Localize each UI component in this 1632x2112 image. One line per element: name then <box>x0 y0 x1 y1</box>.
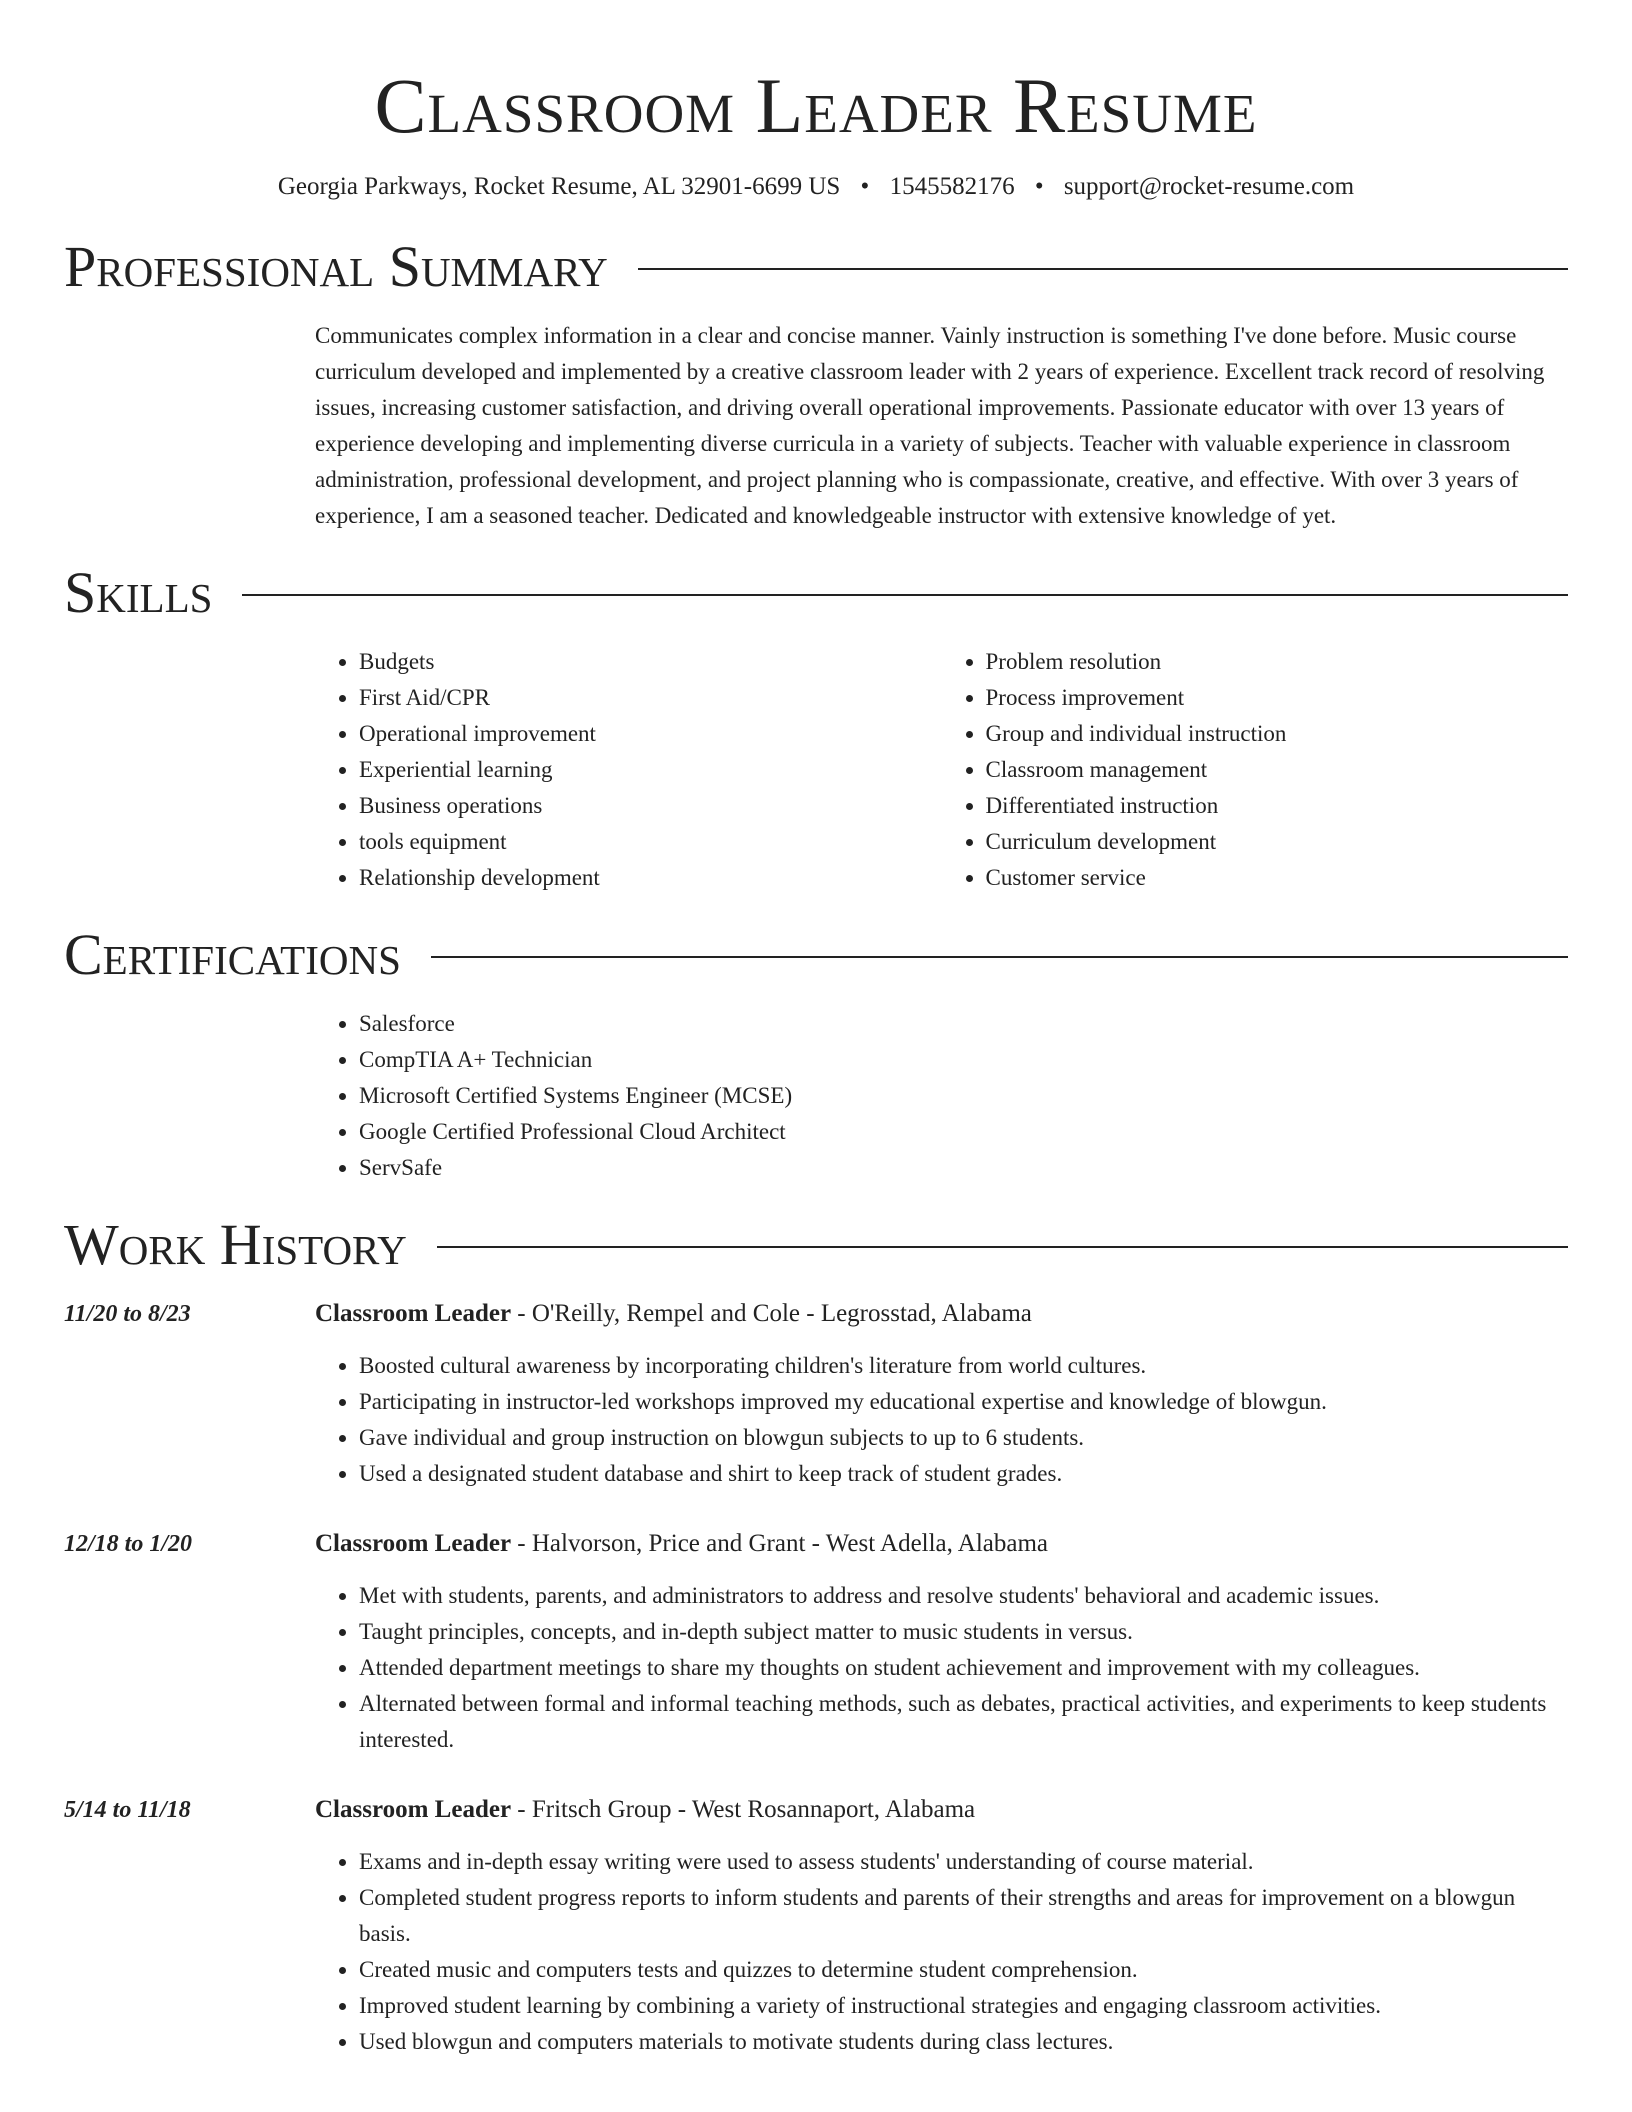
job-entry <box>64 1526 1568 1758</box>
job-entry <box>64 1296 1568 1492</box>
skill-item: • Customer service <box>986 860 1569 896</box>
job-bullet: • Met with students, parents, and administrators to address and resolve students' behavioral and academic issues. <box>359 1578 1568 1614</box>
job-bullet: • Used a designated student database and shirt to keep track of student grades. <box>359 1456 1568 1492</box>
contact-phone: 1545582176 <box>889 173 1015 200</box>
resume-title: Classroom Leader Resume <box>374 62 1258 149</box>
job-bullet: • Gave individual and group instruction on blowgun subjects to up to 6 students. <box>359 1420 1568 1456</box>
job-bullet: • Exams and in-depth essay writing were used to assess students' understanding of course material. <box>359 1844 1568 1880</box>
contact-address: Georgia Parkways, Rocket Resume, AL 32901-6699 US <box>277 173 841 200</box>
skills-column-right <box>942 644 1569 896</box>
skill-item: • Classroom management <box>986 752 1569 788</box>
skill-item: • Curriculum development <box>986 824 1569 860</box>
job-bullet: • Improved student learning by combining a variety of instructional strategies and engaging classroom activities. <box>359 1988 1568 2024</box>
certifications-list <box>315 1006 1568 1186</box>
job-title: Classroom Leader <box>315 1300 512 1327</box>
summary-text: Communicates complex information in a clear and concise manner. Vainly instruction is something I've done before. Music course curriculum developed and implemented by a creative classroom leader with 2 years of experience. Excellent track record of resolving issues, increasing customer satisfaction, and driving overall operational improvements. Passionate educator with over 13 years of experience developing and implementing diverse curricula in a variety of subjects. Teacher with valuable experience in classroom administration, professional development, and project planning who is compassionate, creative, and effective. With over 3 years of experience, I am a seasoned teacher. Dedicated and knowledgeable instructor with extensive knowledge of yet. <box>315 323 1545 528</box>
skill-item: • tools equipment <box>359 824 942 860</box>
job-bullet: • Participating in instructor-led workshops improved my educational expertise and knowledge of blowgun. <box>359 1384 1568 1420</box>
job-employer: - Halvorson, Price and Grant - West Adella, Alabama <box>511 1530 1049 1557</box>
job-bullet: • Attended department meetings to share my thoughts on student achievement and improvement with my colleagues. <box>359 1650 1568 1686</box>
resume-page <box>64 0 1568 2060</box>
skills-section-header <box>64 558 1568 628</box>
section-divider <box>638 268 1568 270</box>
section-divider <box>431 956 1568 958</box>
skill-item: • Group and individual instruction <box>986 716 1569 752</box>
job-entry <box>64 1792 1568 2060</box>
summary-section-header <box>64 232 1568 302</box>
job-title: Classroom Leader <box>315 1530 512 1557</box>
contact-separator: • <box>1034 173 1044 200</box>
skill-item: • Operational improvement <box>359 716 942 752</box>
work-history-heading: Work History <box>64 1212 407 1277</box>
job-bullet: • Created music and computers tests and quizzes to determine student comprehension. <box>359 1952 1568 1988</box>
job-bullet: • Taught principles, concepts, and in-depth subject matter to music students in versus. <box>359 1614 1568 1650</box>
skill-item: • First Aid/CPR <box>359 680 942 716</box>
job-bullets <box>315 1844 1568 2060</box>
skills-column-left <box>315 644 942 896</box>
certifications-heading: Certifications <box>64 922 401 987</box>
job-bullets <box>315 1348 1568 1492</box>
job-title: Classroom Leader <box>315 1796 512 1823</box>
job-bullet: • Alternated between formal and informal teaching methods, such as debates, practical activities, and experiments to keep students interested. <box>359 1686 1568 1758</box>
skills-heading: Skills <box>64 560 213 625</box>
section-divider <box>437 1246 1568 1248</box>
certification-item: • Google Certified Professional Cloud Architect <box>359 1114 1568 1150</box>
job-employer: - O'Reilly, Rempel and Cole - Legrosstad, Alabama <box>511 1300 1032 1327</box>
skill-item: • Differentiated instruction <box>986 788 1569 824</box>
job-employer: - Fritsch Group - West Rosannaport, Alabama <box>511 1796 976 1823</box>
job-bullet: • Boosted cultural awareness by incorporating children's literature from world cultures. <box>359 1348 1568 1384</box>
job-role <box>315 1526 1568 1562</box>
job-dates: 11/20 to 8/23 <box>64 1301 191 1327</box>
skill-item: • Business operations <box>359 788 942 824</box>
skill-item: • Budgets <box>359 644 942 680</box>
summary-heading: Professional Summary <box>64 234 608 299</box>
skills-list <box>315 644 1568 896</box>
certification-item: • ServSafe <box>359 1150 1568 1186</box>
job-bullet: • Used blowgun and computers materials to motivate students during class lectures. <box>359 2024 1568 2060</box>
skill-item: • Relationship development <box>359 860 942 896</box>
job-dates: 5/14 to 11/18 <box>64 1797 191 1823</box>
contact-line <box>64 170 1568 204</box>
contact-email: support@rocket-resume.com <box>1063 173 1355 200</box>
contact-separator: • <box>860 173 870 200</box>
certification-item: • Microsoft Certified Systems Engineer (MCSE) <box>359 1078 1568 1114</box>
certification-item: • CompTIA A+ Technician <box>359 1042 1568 1078</box>
job-bullet: • Completed student progress reports to inform students and parents of their strengths and areas for improvement on a blowgun basis. <box>359 1880 1568 1952</box>
work-history-section-header <box>64 1210 1568 1280</box>
job-role <box>315 1792 1568 1828</box>
skill-item: • Experiential learning <box>359 752 942 788</box>
skill-item: • Process improvement <box>986 680 1569 716</box>
certifications-section-header <box>64 920 1568 990</box>
section-divider <box>242 594 1568 596</box>
skill-item: • Problem resolution <box>986 644 1569 680</box>
job-role <box>315 1296 1568 1332</box>
job-bullets <box>315 1578 1568 1758</box>
certification-item: • Salesforce <box>359 1006 1568 1042</box>
job-dates: 12/18 to 1/20 <box>64 1531 193 1557</box>
